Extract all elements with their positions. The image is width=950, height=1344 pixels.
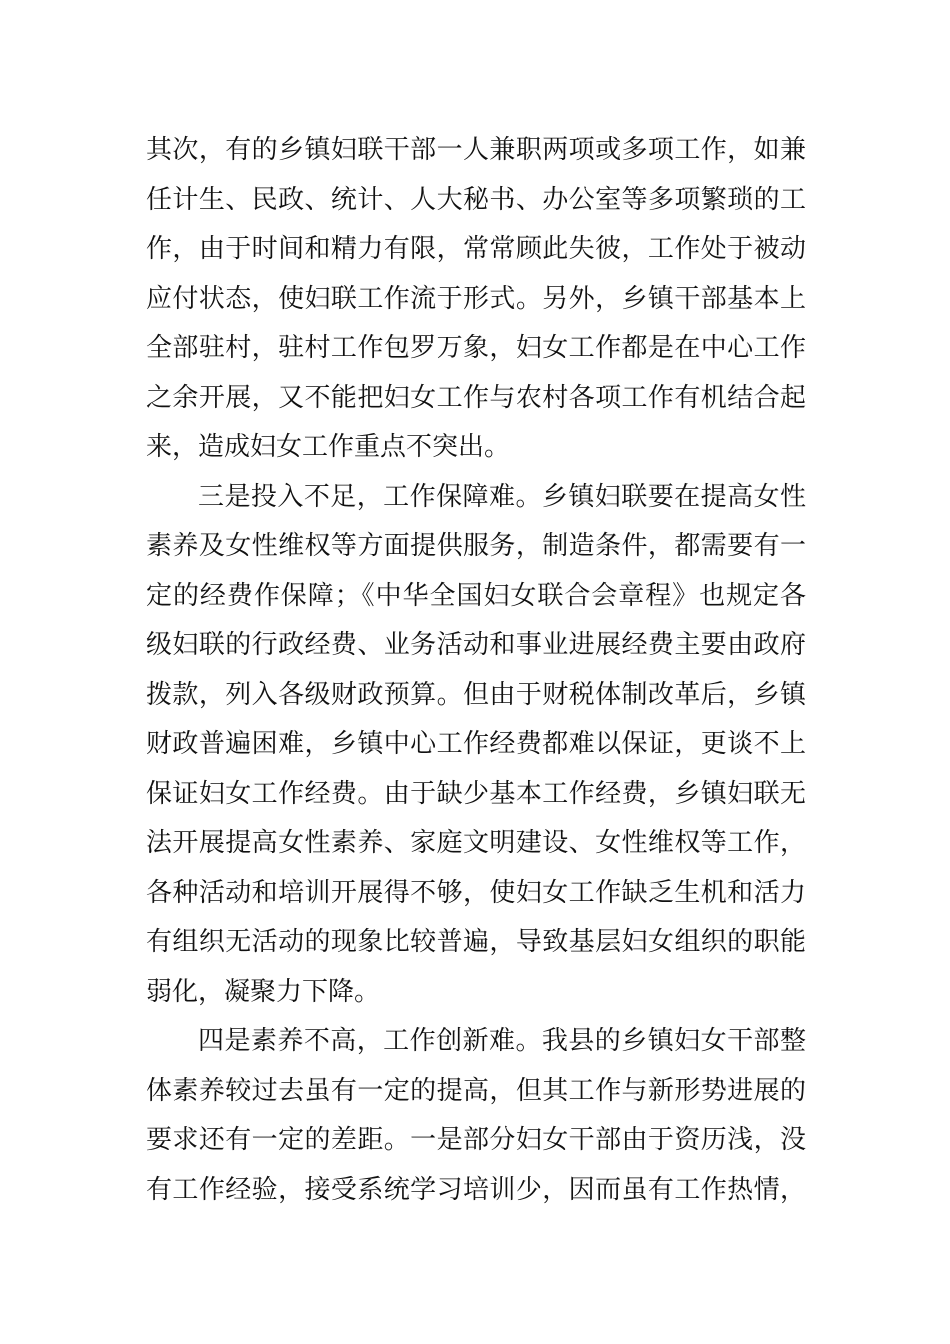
paragraph-first-line: 四是素养不高，工作创新难。我县的乡镇妇女干部整 xyxy=(198,1026,806,1056)
text-line: 要求还有一定的差距。一是部分妇女干部由于资历浅，没 xyxy=(146,1125,806,1155)
text-line: 应付状态，使妇联工作流于形式。另外，乡镇干部基本上 xyxy=(146,284,806,314)
text-line: 保证妇女工作经费。由于缺少基本工作经费，乡镇妇联无 xyxy=(146,779,806,809)
text-line: 体素养较过去虽有一定的提高，但其工作与新形势进展的 xyxy=(146,1076,806,1106)
text-line: 其次，有的乡镇妇联干部一人兼职两项或多项工作，如兼 xyxy=(146,135,806,165)
text-line: 之余开展，又不能把妇女工作与农村各项工作有机结合起 xyxy=(146,383,806,413)
text-line: 有组织无活动的现象比较普遍，导致基层妇女组织的职能 xyxy=(146,927,806,957)
text-line: 拨款，列入各级财政预算。但由于财税体制改革后，乡镇 xyxy=(146,680,806,710)
text-line: 定的经费作保障；《中华全国妇女联合会章程》也规定各 xyxy=(146,581,806,611)
text-line: 弱化，凝聚力下降。 xyxy=(146,977,381,1007)
text-line: 有工作经验，接受系统学习培训少，因而虽有工作热情， xyxy=(146,1175,806,1205)
text-line: 素养及女性维权等方面提供服务，制造条件，都需要有一 xyxy=(146,531,806,561)
text-line: 财政普遍困难，乡镇中心工作经费都难以保证，更谈不上 xyxy=(146,729,806,759)
text-line: 级妇联的行政经费、业务活动和事业进展经费主要由政府 xyxy=(146,630,806,660)
text-line: 全部驻村，驻村工作包罗万象，妇女工作都是在中心工作 xyxy=(146,333,806,363)
text-line: 法开展提高女性素养、家庭文明建设、女性维权等工作， xyxy=(146,828,806,858)
text-line: 来，造成妇女工作重点不突出。 xyxy=(146,432,511,462)
paragraph-first-line: 三是投入不足，工作保障难。乡镇妇联要在提高女性 xyxy=(198,482,806,512)
text-line: 任计生、民政、统计、人大秘书、办公室等多项繁琐的工 xyxy=(146,185,806,215)
text-line: 作，由于时间和精力有限，常常顾此失彼，工作处于被动 xyxy=(146,234,806,264)
text-line: 各种活动和培训开展得不够，使妇女工作缺乏生机和活力 xyxy=(146,878,806,908)
